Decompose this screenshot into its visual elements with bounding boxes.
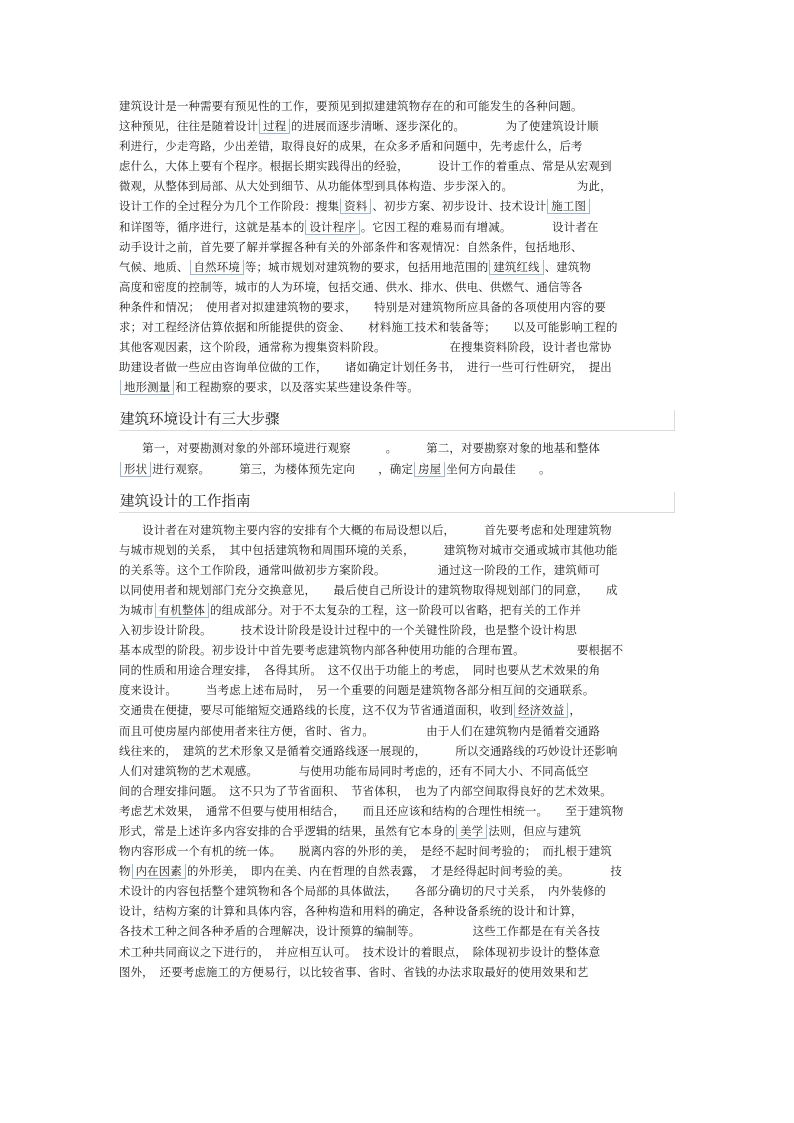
text-line: 设计者在对建筑物主要内容的安排有个大概的布局设想以后， 首先要考虑和处理建筑物: [119, 522, 612, 537]
text-line: 物内容形成一个有机的统一体。 脱离内容的外形的美， 是经不起时间考验的； 而扎根于建筑: [119, 844, 612, 859]
text-line: 形状 进行观察。 第三，为楼体预先定向 ，确定 房屋 坐何方向最佳 。: [119, 459, 675, 479]
link-materials[interactable]: 资料: [340, 199, 371, 214]
text-line: 度来设计。 当考虑上述布局时， 另一个重要的问题是建筑物各部分相互间的交通联系。: [119, 683, 595, 698]
text-line: 同的性质和用途合理安排， 各得其所。 这不仅出于功能上的考虑， 同时也要从艺术效果的角: [119, 663, 601, 678]
text-line: 线往来的， 建筑的艺术形象又是循着交通路线逐一展现的， 所以交通路线的巧妙设计还影响: [119, 743, 618, 758]
text-line: 术工种共同商议之下进行的， 并应相互认可。 技术设计的着眼点， 除体现初步设计的整体意: [119, 944, 601, 959]
link-construction-drawings[interactable]: 施工图: [547, 199, 590, 214]
text-line: 以同使用者和规划部门充分交换意见， 最后使自己所设计的建筑物取得规划部门的同意， 成: [119, 582, 618, 597]
text-line: 这种预见，往往是随着设计 过程 的进展而逐步清晰、逐步深化的。 为了使建筑设计顺: [119, 119, 599, 134]
text-line: 形式，常是上述许多内容安排的合乎逻辑的结果，虽然有它本身的 美学 法则，但应与建筑: [119, 824, 582, 838]
link-aesthetics[interactable]: 美学: [456, 824, 487, 839]
link-shape[interactable]: 形状: [120, 462, 151, 477]
link-process[interactable]: 过程: [259, 119, 290, 134]
text-line: 各技术工种之间各种矛盾的合理解决，设计预算的编制等。 这些工作都是在有关各技: [119, 924, 601, 939]
paragraph-work-guide: [119, 520, 675, 982]
text-line: 而且可使房屋内部使用者来往方便，省时、省力。 由于人们在建筑物内是循着交通路: [119, 723, 601, 738]
document-page: [119, 96, 675, 982]
text-line: 地形测量 和工程勘察的要求，以及落实某些建设条件等。: [119, 377, 675, 397]
link-organic-whole[interactable]: 有机整体: [155, 603, 209, 618]
paragraph-three-steps: [119, 438, 675, 478]
text-line: 基本成型的阶段。初步设计中首先要考虑建筑物内部各种使用功能的合理布置。 要根据不: [119, 643, 624, 658]
text-line: 高度和密度的控制等，城市的人为环境，包括交通、供水、排水、供电、供燃气、通信等各: [119, 279, 583, 294]
text-line: 与城市规划的关系， 其中包括建筑物和周围环境的关系， 建筑物对城市交通或城市其他功能: [119, 542, 618, 557]
text-line: 微观，从整体到局部、从大处到细节、从功能体型到具体构造、步步深入的。 为此，: [119, 179, 612, 194]
text-line: 入初步设计阶段。 技术设计阶段是设计过程中的一个关键性阶段，也是整个设计构思: [119, 623, 577, 638]
text-line: 图外， 还要考虑施工的方便易行，以比较省事、省时、省钱的办法求取最好的使用效果和艺: [119, 964, 589, 979]
text-line: 第一，对要勘测对象的外部环境进行观察 。 第二，对要勘察对象的地基和整体: [119, 441, 601, 456]
text-line: 建筑设计是一种需要有预见性的工作，要预见到拟建建筑物存在的和可能发生的各种问题。: [119, 99, 583, 113]
text-line: 考虑艺术效果， 通常不但要与使用相结合， 而且还应该和结构的合理性相统一。 至于建筑物: [119, 803, 624, 818]
text-line: 动手设计之前，首先要了解并掌握各种有关的外部条件和客观情况：自然条件，包括地形、: [119, 239, 583, 254]
text-line: 间的合理安排问题。 这不只为了节省面积、 节省体积， 也为了内部空间取得良好的艺术效果。: [119, 783, 612, 798]
link-design-procedure[interactable]: 设计程序: [305, 220, 359, 235]
section-heading-three-steps: 建筑环境设计有三大步骤: [119, 410, 675, 431]
link-internal-factors[interactable]: 内在因素: [132, 864, 186, 879]
link-natural-environment[interactable]: 自然环境: [190, 260, 244, 275]
text-line: 求；对工程经济估算依据和所能提供的资金、 材料施工技术和装备等； 以及可能影响工程的: [119, 320, 618, 335]
text-line: 种条件和情况； 使用者对拟建建筑物的要求， 特别是对建筑物所应具备的各项使用内容的要: [119, 299, 606, 314]
text-line: 人们对建筑物的艺术观感。 与使用功能布局同时考虑的，还有不同大小、不同高低空: [119, 763, 589, 778]
text-line: 设计工作的全过程分为几个工作阶段：搜集 资料 、初步方案、初步设计、技术设计 施工图: [119, 196, 675, 216]
text-line: 虑什么，大体上要有个程序。根据长期实践得出的经验， 设计工作的着重点、常是从宏观到: [119, 159, 612, 174]
text-line: 为城市 有机整体 的组成部分。对于不太复杂的工程，这一阶段可以省略，把有关的工作并: [119, 602, 582, 617]
text-line: 助建设者做一些应由咨询单位做的工作， 诸如确定计划任务书， 进行一些可行性研究， 提出: [119, 360, 612, 375]
section-heading-work-guide: 建筑设计的工作指南: [119, 492, 675, 513]
text-line: 术设计的内容包括整个建筑物和各个局部的具体做法， 各部分确切的尺寸关系， 内外装修的: [119, 884, 606, 899]
text-line: 的关系等。这个工作阶段，通常叫做初步方案阶段。 通过这一阶段的工作，建筑师可: [119, 562, 601, 577]
text-line: 交通贵在便捷，要尽可能缩短交通路线的长度，这不仅为节省通道面积，收到 经济效益 ，: [119, 703, 582, 718]
text-line: 气候、地质、 自然环境 等；城市规划对建筑物的要求，包括用地范围的 建筑红线 、建筑物: [119, 259, 592, 274]
text-line: 物 内在因素 的外形美， 即内在美、内在哲理的自然表露， 才是经得起时间考验的美。 技: [119, 864, 622, 879]
link-economic-benefit[interactable]: 经济效益: [514, 703, 568, 718]
link-house[interactable]: 房屋: [414, 462, 445, 477]
text-line: 其他客观因素，这个阶段，通常称为搜集资料阶段。 在搜集资料阶段，设计者也常协: [119, 340, 612, 355]
text-line: 利进行，少走弯路，少出差错，取得良好的成果，在众多矛盾和问题中，先考虑什么，后考: [119, 139, 583, 154]
link-building-red-line[interactable]: 建筑红线: [489, 260, 543, 275]
text-line: 和详图等，循序进行，这就是基本的 设计程序 。它因工程的难易而有增减。 设计者在: [119, 219, 599, 234]
text-line: 设计，结构方案的计算和具体内容，各种构造和用料的确定，各种设备系统的设计和计算，: [119, 904, 583, 919]
paragraph-design-foresight: [119, 96, 675, 397]
link-topographic-survey[interactable]: 地形测量: [120, 380, 174, 395]
